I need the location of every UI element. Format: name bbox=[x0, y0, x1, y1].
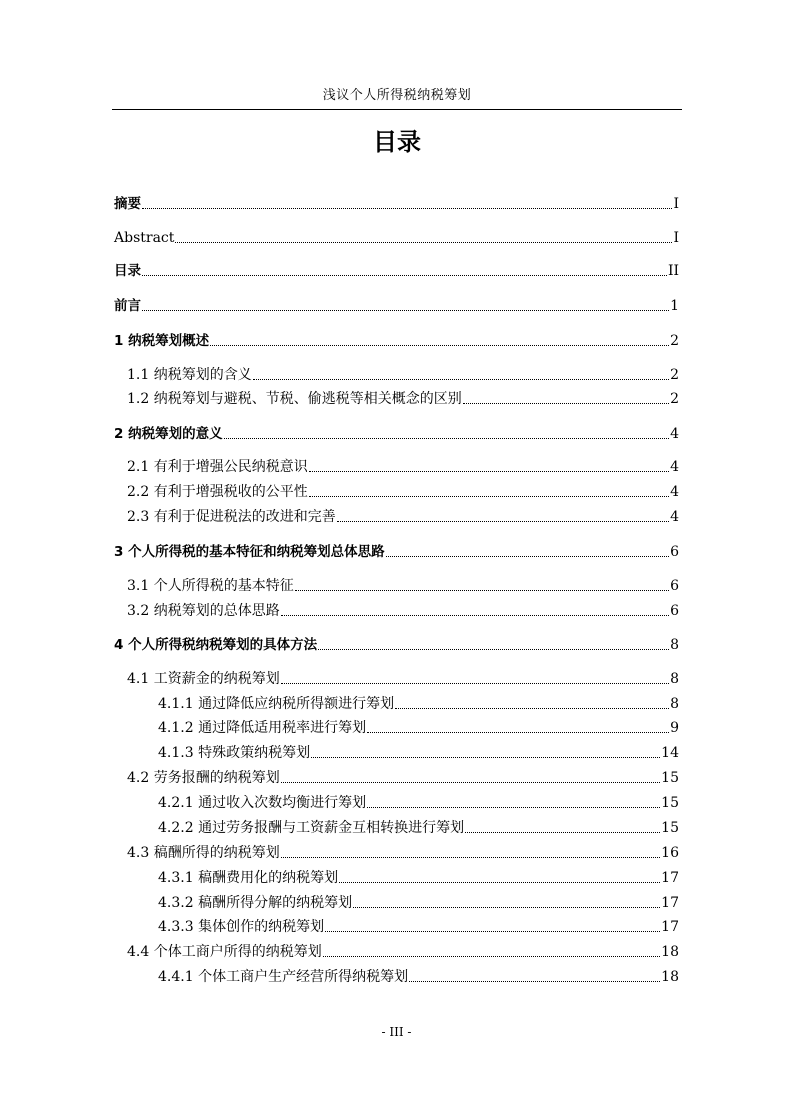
toc-entry-section-4-2-1[interactable] bbox=[158, 792, 679, 812]
running-header: 浅议个人所得税纳税筹划 bbox=[322, 88, 472, 103]
toc-entry-label: Abstract bbox=[114, 230, 175, 246]
toc-leader bbox=[142, 275, 667, 276]
toc-leader bbox=[337, 521, 669, 522]
toc-entry-label: 4.1.2 通过降低适用税率进行筹划 bbox=[158, 720, 367, 736]
toc-entry-label: 2.3 有利于促进税法的改进和完善 bbox=[127, 509, 336, 525]
toc-entry-page: 15 bbox=[661, 770, 679, 786]
toc-leader bbox=[463, 403, 669, 404]
toc-entry-label: 3.1 个人所得税的基本特征 bbox=[127, 578, 294, 594]
toc-entry-section-4-4[interactable] bbox=[127, 941, 679, 961]
toc-entry-chapter-3[interactable] bbox=[114, 541, 679, 561]
toc-entry-section-2-3[interactable] bbox=[127, 506, 679, 526]
toc-entry-label: 前言 bbox=[114, 298, 141, 314]
toc-entry-section-4-3-2[interactable] bbox=[158, 892, 679, 912]
toc-leader bbox=[325, 931, 660, 932]
toc-entry-page: I bbox=[673, 196, 679, 212]
toc-entry-section-4-1-1[interactable] bbox=[158, 693, 679, 713]
toc-entry-section-4-1-2[interactable] bbox=[158, 717, 679, 737]
toc-leader bbox=[309, 471, 669, 472]
toc-leader bbox=[210, 345, 669, 346]
toc-entry-label: 2.1 有利于增强公民纳税意识 bbox=[127, 459, 308, 475]
toc-entry-page: 6 bbox=[670, 578, 679, 594]
toc-leader bbox=[323, 956, 660, 957]
toc-entry-page: 6 bbox=[670, 603, 679, 619]
toc-entry-label: 4.3.2 稿酬所得分解的纳税筹划 bbox=[158, 895, 353, 911]
toc-entry-chapter-2[interactable] bbox=[114, 423, 679, 443]
toc-leader bbox=[224, 438, 669, 439]
toc-entry-label: 摘要 bbox=[114, 196, 141, 212]
toc-entry-page: 6 bbox=[670, 544, 679, 560]
toc-entry-label: 目录 bbox=[114, 263, 141, 279]
toc-entry-label: 4.1.3 特殊政策纳税筹划 bbox=[158, 745, 311, 761]
toc-entry-label: 3 个人所得税的基本特征和纳税筹划总体思路 bbox=[114, 544, 385, 560]
page-title: 目录 bbox=[373, 128, 421, 156]
toc-leader bbox=[281, 857, 660, 858]
toc-entry-label: 2.2 有利于增强税收的公平性 bbox=[127, 484, 308, 500]
toc-entry-section-2-2[interactable] bbox=[127, 481, 679, 501]
toc-entry-label: 2 纳税筹划的意义 bbox=[114, 426, 223, 442]
toc-leader bbox=[339, 882, 660, 883]
toc-leader bbox=[281, 782, 660, 783]
toc-entry-section-1-2[interactable] bbox=[127, 388, 679, 408]
toc-entry-page: 2 bbox=[670, 367, 679, 383]
toc-leader bbox=[395, 708, 669, 709]
toc-entry-section-4-3-3[interactable] bbox=[158, 916, 679, 936]
toc-entry-section-4-4-1[interactable] bbox=[158, 966, 679, 986]
toc-entry-page: 14 bbox=[661, 745, 679, 761]
toc-entry-page: 4 bbox=[670, 459, 679, 475]
toc-entry-page: 15 bbox=[661, 795, 679, 811]
toc-entry-label: 1 纳税筹划概述 bbox=[114, 333, 210, 349]
toc-entry-label: 4.4 个体工商户所得的纳税筹划 bbox=[127, 944, 322, 960]
toc-leader bbox=[253, 379, 669, 380]
toc-entry-label: 4.3.3 集体创作的纳税筹划 bbox=[158, 919, 325, 935]
toc-entry-section-4-2[interactable] bbox=[127, 767, 679, 787]
toc-entry-page: 16 bbox=[661, 845, 679, 861]
toc-leader bbox=[142, 208, 672, 209]
toc-leader bbox=[367, 807, 660, 808]
toc-entry-section-4-1[interactable] bbox=[127, 668, 679, 688]
toc-entry-section-3-2[interactable] bbox=[127, 600, 679, 620]
toc-leader bbox=[309, 496, 669, 497]
toc-leader bbox=[281, 683, 669, 684]
toc-entry-page: 17 bbox=[661, 870, 679, 886]
toc-entry-section-3-1[interactable] bbox=[127, 575, 679, 595]
toc-entry-label: 4.2.2 通过劳务报酬与工资薪金互相转换进行筹划 bbox=[158, 820, 465, 836]
toc-leader bbox=[367, 732, 669, 733]
toc-entry-page: 18 bbox=[661, 944, 679, 960]
toc-entry-label: 1.1 纳税筹划的含义 bbox=[127, 367, 252, 383]
toc-entry-page: 8 bbox=[670, 696, 679, 712]
toc-leader bbox=[311, 757, 660, 758]
toc-entry-page: I bbox=[673, 230, 679, 246]
toc-entry-page: 15 bbox=[661, 820, 679, 836]
toc-leader bbox=[281, 615, 669, 616]
toc-entry-label: 4.4.1 个体工商户生产经营所得纳税筹划 bbox=[158, 969, 409, 985]
toc-entry-page: 17 bbox=[661, 895, 679, 911]
toc-entry-abstract-cn[interactable] bbox=[114, 193, 679, 213]
toc-entry-section-2-1[interactable] bbox=[127, 456, 679, 476]
toc-entry-page: 18 bbox=[661, 969, 679, 985]
toc-entry-page: 4 bbox=[670, 426, 679, 442]
toc-entry-section-1-1[interactable] bbox=[127, 364, 679, 384]
toc-entry-label: 4.3.1 稿酬费用化的纳税筹划 bbox=[158, 870, 339, 886]
toc-entry-section-4-3-1[interactable] bbox=[158, 867, 679, 887]
toc-entry-label: 4.1 工资薪金的纳税筹划 bbox=[127, 671, 280, 687]
toc-entry-page: 4 bbox=[670, 509, 679, 525]
toc-leader bbox=[295, 590, 669, 591]
toc-leader bbox=[386, 556, 669, 557]
toc-leader bbox=[142, 310, 669, 311]
toc-entry-section-4-1-3[interactable] bbox=[158, 742, 679, 762]
toc-entry-label: 4.1.1 通过降低应纳税所得额进行筹划 bbox=[158, 696, 395, 712]
toc-leader bbox=[409, 981, 660, 982]
toc-entry-section-4-2-2[interactable] bbox=[158, 817, 679, 837]
toc-entry-chapter-1[interactable] bbox=[114, 330, 679, 350]
toc-entry-label: 4 个人所得税纳税筹划的具体方法 bbox=[114, 637, 318, 653]
toc-entry-page: 4 bbox=[670, 484, 679, 500]
page-number: - III - bbox=[381, 1025, 412, 1039]
toc-entry-preface[interactable] bbox=[114, 295, 679, 315]
toc-entry-abstract-en[interactable] bbox=[114, 227, 679, 247]
toc-entry-page: 2 bbox=[670, 391, 679, 407]
toc-entry-contents[interactable] bbox=[114, 260, 679, 280]
toc-entry-page: 8 bbox=[670, 671, 679, 687]
toc-entry-page: 17 bbox=[661, 919, 679, 935]
toc-entry-chapter-4[interactable] bbox=[114, 634, 679, 654]
toc-entry-page: 8 bbox=[670, 637, 679, 653]
toc-entry-section-4-3[interactable] bbox=[127, 842, 679, 862]
header-rule bbox=[112, 109, 682, 110]
toc-entry-label: 4.2 劳务报酬的纳税筹划 bbox=[127, 770, 280, 786]
toc-leader bbox=[465, 832, 660, 833]
toc-entry-label: 4.3 稿酬所得的纳税筹划 bbox=[127, 845, 280, 861]
toc-leader bbox=[175, 242, 672, 243]
toc-entry-label: 4.2.1 通过收入次数均衡进行筹划 bbox=[158, 795, 367, 811]
toc-leader bbox=[318, 649, 669, 650]
toc-entry-page: 1 bbox=[670, 298, 679, 314]
toc-entry-page: 9 bbox=[670, 720, 679, 736]
toc-entry-page: II bbox=[667, 263, 679, 279]
toc-entry-label: 1.2 纳税筹划与避税、节税、偷逃税等相关概念的区别 bbox=[127, 391, 462, 407]
toc-entry-page: 2 bbox=[670, 333, 679, 349]
toc-entry-label: 3.2 纳税筹划的总体思路 bbox=[127, 603, 280, 619]
toc-leader bbox=[353, 907, 660, 908]
